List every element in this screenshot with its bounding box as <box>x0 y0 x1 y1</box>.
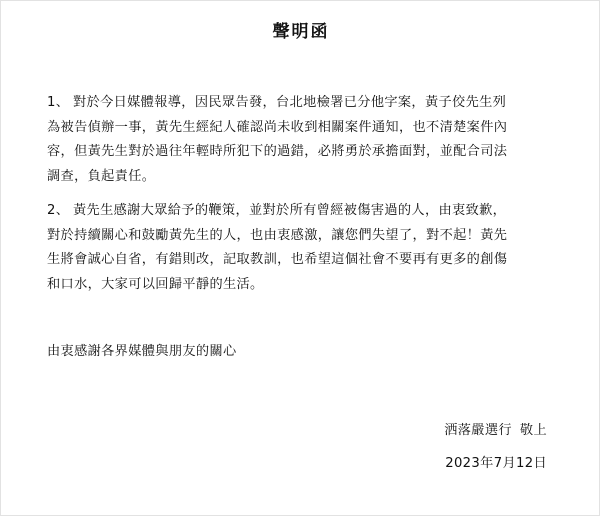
paragraph-line: 生將會誠心自省，有錯則改，記取教訓，也希望這個社會不要再有更多的創傷 <box>47 252 508 267</box>
paragraph-text: 黃先生感謝大眾給予的鞭策，並對於所有曾經被傷害過的人，由衷致歉， <box>73 203 507 218</box>
paragraph-line: 和口水，大家可以回歸平靜的生活。 <box>47 276 264 292</box>
document-date: 2023年7月12日 <box>445 456 547 471</box>
paragraph-line <box>47 91 567 116</box>
signer-company: 洒落嚴選行 <box>444 423 512 438</box>
signature-line <box>444 419 547 438</box>
paragraph-line: 為被告偵辦一事，黃先生經紀人確認尚未收到相關案件通知，也不清楚案件內 <box>47 119 508 135</box>
paragraph-1 <box>47 91 567 189</box>
paragraph-number: 2、 <box>47 203 70 218</box>
paragraph-line <box>47 199 567 224</box>
paragraph-line: 對於持續關心和鼓勵黃先生的人，也由衷感激，讓您們失望了，對不起！黃先 <box>47 227 508 243</box>
document-title: 聲明函 <box>272 22 330 42</box>
paragraph-line: 調查，負起責任。 <box>47 168 156 184</box>
paragraph-2 <box>47 199 567 297</box>
paragraph-number: 1、 <box>47 95 70 110</box>
thanks-line: 由衷感謝各界媒體與朋友的關心 <box>47 344 237 359</box>
paragraph-line: 容，但黃先生對於過往年輕時所犯下的過錯，必將勇於承擔面對，並配合司法 <box>47 144 508 159</box>
signer-closing: 敬上 <box>519 423 547 438</box>
paragraph-text: 對於今日媒體報導，因民眾告發，台北地檢署已分他字案，黃子佼先生列 <box>73 95 507 110</box>
